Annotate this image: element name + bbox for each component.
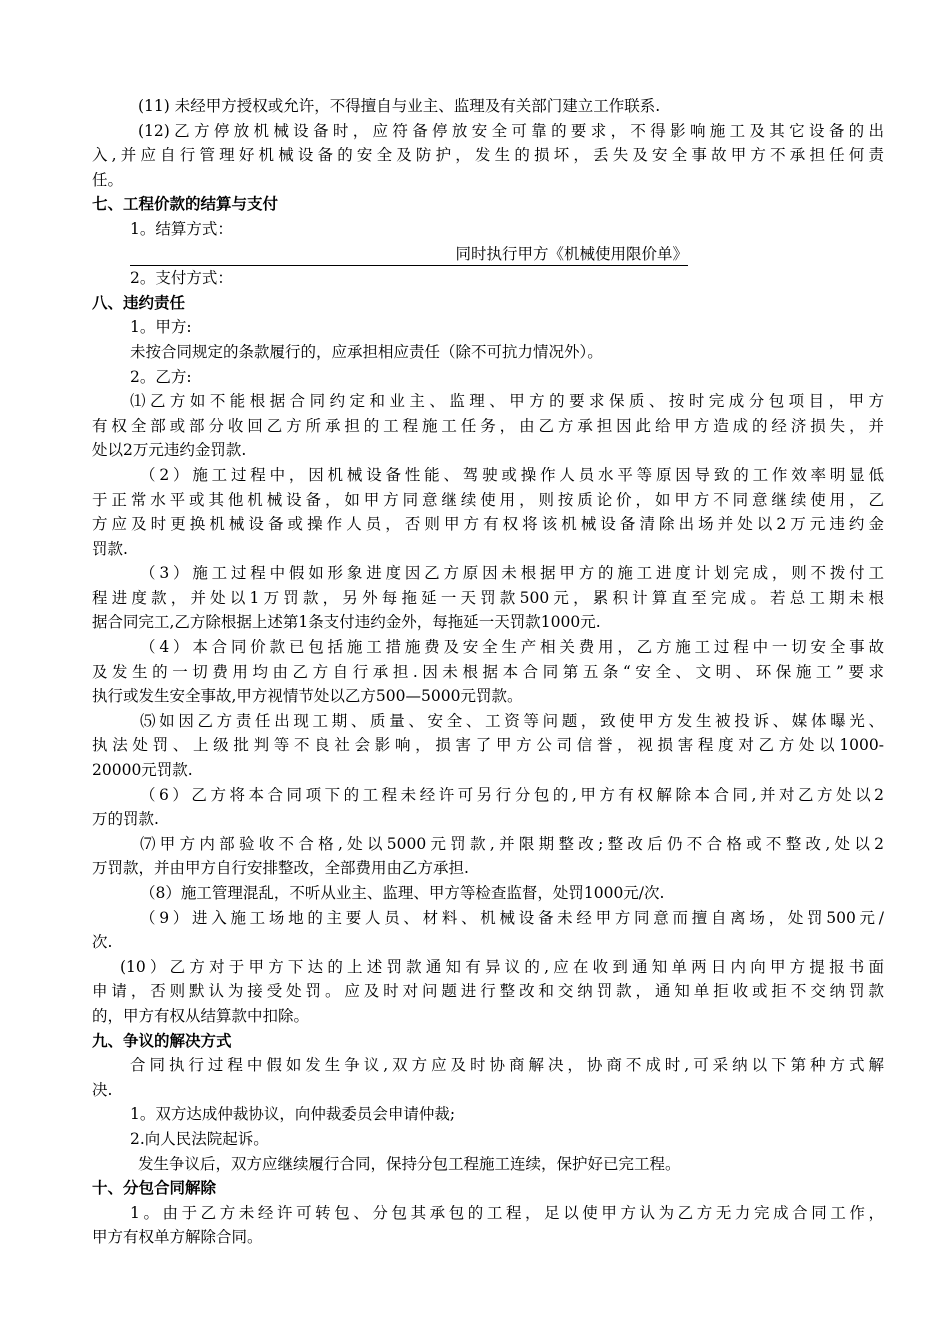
paragraph bbox=[92, 266, 884, 291]
text-line: 合同执行过程中假如发生争议,双方应及时协商解决，协商不成时,可采纳以下第种方式解 bbox=[130, 1056, 884, 1075]
section-heading bbox=[92, 1029, 884, 1054]
text-line: 2.向人民法院起诉。 bbox=[130, 1129, 269, 1148]
text-line: 次. bbox=[92, 933, 113, 952]
text-line: 1。由于乙方未经许可转包、分包其承包的工程，足以使甲方认为乙方无力完成合同工作， bbox=[130, 1203, 884, 1222]
text-line: 执行或发生安全事故,甲方视情节处以乙方500—5000元罚款。 bbox=[92, 687, 523, 706]
paragraph bbox=[92, 1201, 884, 1250]
text-line: （2）施工过程中，因机械设备性能、驾驶或操作人员水平等原因导致的工作效率明显低 bbox=[140, 465, 884, 484]
section-heading bbox=[92, 1176, 884, 1201]
paragraph bbox=[92, 463, 884, 561]
paragraph bbox=[92, 561, 884, 635]
paragraph bbox=[92, 94, 884, 119]
paragraph bbox=[92, 1127, 884, 1152]
text-line: 及发生的一切费用均由乙方自行承担.因未根据本合同第五条“安全、文明、环保施工”要求 bbox=[92, 662, 884, 681]
text-line: 方应及时更换机械设备或操作人员，否则甲方有权将该机械设备清除出场并处以2万元违约金 bbox=[92, 515, 884, 534]
paragraph bbox=[92, 783, 884, 832]
document-page bbox=[92, 94, 884, 1250]
text-line: ⑺甲方内部验收不合格,处以5000元罚款,并限期整改;整改后仍不合格或不整改,处以2 bbox=[140, 834, 884, 853]
paragraph bbox=[92, 217, 884, 242]
paragraph bbox=[92, 906, 884, 955]
paragraph bbox=[92, 365, 884, 390]
text-line: （9）进入施工场地的主要人员、材料、机械设备未经甲方同意而擅自离场，处罚500元/ bbox=[140, 908, 884, 927]
text-line: (11) 未经甲方授权或允许，不得擅自与业主、监理及有关部门建立工作联系. bbox=[138, 97, 661, 115]
text-line: 发生争议后，双方应继续履行合同，保持分包工程施工连续，保护好已完工程。 bbox=[138, 1154, 681, 1173]
text-line: 的，甲方有权从结算款中扣除。 bbox=[92, 1006, 310, 1025]
fill-in-blank-line bbox=[92, 242, 884, 267]
text-line: 2。乙方: bbox=[130, 367, 192, 386]
text-line: 决. bbox=[92, 1080, 113, 1099]
text-line: 任。 bbox=[92, 170, 124, 189]
text-line: 入,并应自行管理好机械设备的安全及防护，发生的损坏，丢失及安全事故甲方不承担任何责 bbox=[92, 146, 884, 165]
paragraph bbox=[92, 315, 884, 340]
paragraph bbox=[92, 1053, 884, 1102]
text-line: 据合同完工,乙方除根据上述第1条支付违约金外，每拖延一天罚款1000元. bbox=[92, 613, 601, 632]
text-line: 2。支付方式： bbox=[130, 269, 233, 288]
paragraph bbox=[92, 955, 884, 1029]
text-line: 处以2万元违约金罚款. bbox=[92, 441, 247, 460]
text-line: ⑸如因乙方责任出现工期、质量、安全、工资等问题，致使甲方发生被投诉、媒体曝光、 bbox=[140, 711, 884, 730]
text-line: 甲方有权单方解除合同。 bbox=[92, 1228, 263, 1247]
paragraph bbox=[92, 242, 884, 267]
text-line: （3）施工过程中假如形象进度因乙方原因未根据甲方的施工进度计划完成，则不拨付工 bbox=[140, 564, 884, 583]
text-line: 1。结算方式： bbox=[130, 219, 233, 238]
text-line: 有权全部或部分收回乙方所承担的工程施工任务，由乙方承担因此给甲方造成的经济损失，并 bbox=[92, 416, 884, 435]
paragraph bbox=[92, 832, 884, 881]
text-line: 罚款. bbox=[92, 539, 128, 558]
text-line: 万的罚款. bbox=[92, 810, 159, 829]
text-line: 未按合同规定的条款履行的，应承担相应责任（除不可抗力情况外）。 bbox=[130, 342, 603, 361]
paragraph bbox=[92, 119, 884, 193]
text-line: 申请，否则默认为接受处罚。应及时对问题进行整改和交纳罚款，通知单拒收或拒不交纳罚款 bbox=[92, 982, 884, 1001]
heading-text: 八、违约责任 bbox=[92, 293, 186, 312]
section-heading bbox=[92, 192, 884, 217]
text-line: （6）乙方将本合同项下的工程未经许可另行分包的,甲方有权解除本合同,并对乙方处以2 bbox=[140, 785, 884, 804]
paragraph bbox=[92, 881, 884, 906]
paragraph bbox=[92, 1102, 884, 1127]
text-line: （8）施工管理混乱，不听从业主、监理、甲方等检查监督，处罚1000元/次. bbox=[140, 884, 665, 902]
heading-text: 九、争议的解决方式 bbox=[92, 1031, 232, 1050]
text-line: 于正常水平或其他机械设备，如甲方同意继续使用，则按质论价，如甲方不同意继续使用，乙 bbox=[92, 490, 884, 509]
text-line: 执法处罚、上级批判等不良社会影响，损害了甲方公司信誉，视损害程度对乙方处以1000- bbox=[92, 736, 884, 755]
text-line: （4）本合同价款已包括施工措施费及安全生产相关费用，乙方施工过程中一切安全事故 bbox=[140, 638, 884, 657]
text-line: 20000元罚款. bbox=[92, 761, 193, 780]
text-line: ⑴乙方如不能根据合同约定和业主、监理、甲方的要求保质、按时完成分包项目，甲方 bbox=[130, 392, 884, 411]
text-line: 1。双方达成仲裁协议，向仲裁委员会申请仲裁; bbox=[130, 1105, 456, 1124]
paragraph bbox=[92, 709, 884, 783]
text-line: (12)乙方停放机械设备时，应符备停放安全可靠的要求，不得影响施工及其它设备的出 bbox=[138, 121, 884, 140]
text-line: 万罚款，并由甲方自行安排整改，全部费用由乙方承担. bbox=[92, 859, 469, 878]
paragraph bbox=[92, 389, 884, 463]
heading-text: 十、分包合同解除 bbox=[92, 1179, 217, 1198]
text-line: (10）乙方对于甲方下达的上述罚款通知有异议的,应在收到通知单两日内向甲方提报书面 bbox=[120, 957, 884, 976]
settlement-method-value: 同时执行甲方《机械使用限价单》 bbox=[130, 242, 688, 266]
paragraph bbox=[92, 340, 884, 365]
text-line: 程进度款，并处以1万罚款，另外每拖延一天罚款500元，累积计算直至完成。若总工期未根 bbox=[92, 588, 884, 607]
paragraph bbox=[92, 635, 884, 709]
paragraph bbox=[92, 1152, 884, 1177]
heading-text: 七、工程价款的结算与支付 bbox=[92, 195, 279, 214]
text-line: 1。甲方: bbox=[130, 318, 192, 337]
section-heading bbox=[92, 291, 884, 316]
